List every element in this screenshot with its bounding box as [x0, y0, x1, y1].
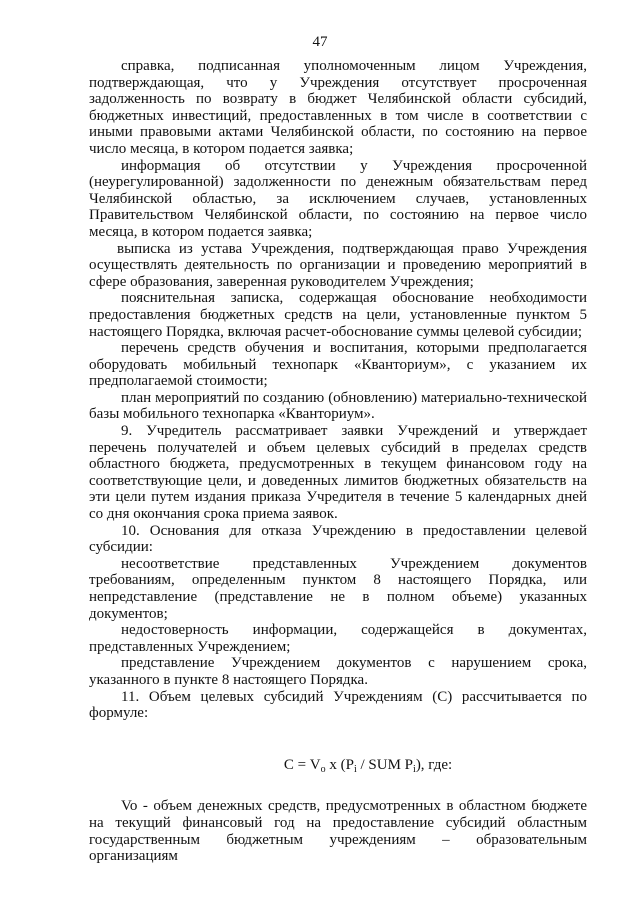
paragraph-item-9: 9. Учредитель рассматривает заявки Учреждений и утверждает перечень получателей и объем целевых субсидий в пределах средств областного бюджета, предусмотренных в текущем финансовом году на соответствующие цели, и доведенных лимитов бюджетных обязательств на эти цели путем издания приказа Учредителя в течение 5 календарных дней со дня окончания срока приема заявок.: [89, 423, 587, 523]
page-number: 47: [312, 34, 328, 50]
paragraph-vo-definition: Vo - объем денежных средств, предусмотренных в областном бюджете на текущий финансовый год на предоставление субсидий областным государственным бюджетным учреждениям – образовательным организациям: [89, 798, 587, 865]
formula-v-subscript: o: [320, 763, 326, 775]
paragraph-item-10: 10. Основания для отказа Учреждению в предоставлении целевой субсидии:: [89, 522, 587, 556]
paragraph-action-plan: план мероприятий по созданию (обновлению) материально-технической базы мобильного технопарка «Кванториум».: [89, 389, 587, 423]
paragraph-debt-info: информация об отсутствии у Учреждения просроченной (неурегулированной) задолженности по денежным обязательствам перед Челябинской областью, за исключением случаев, установленных Правительством Челябинской области, по состоянию на первое число месяца, в котором подается заявка;: [89, 157, 587, 240]
subsidy-formula: [89, 757, 587, 774]
paragraph-equipment-list: перечень средств обучения и воспитания, которыми предполагается оборудовать мобильный технопарк «Кванториум», с указанием их предполагаемой стоимости;: [89, 340, 587, 390]
paragraph-refusal-late: представление Учреждением документов с нарушением срока, указанного в пункте 8 настоящего Порядка.: [89, 655, 587, 688]
document-body: [89, 58, 587, 865]
formula-lhs: С = V: [283, 756, 321, 773]
formula-end: ), где:: [415, 756, 453, 773]
formula-p2-subscript: i: [413, 763, 416, 775]
paragraph-explanatory-note: пояснительная записка, содержащая обоснование необходимости предоставления бюджетных средств на цели, установленные пунктом 5 настоящего Порядка, включая расчет-обоснование суммы целевой субсидии;: [89, 290, 587, 340]
formula-tail: / SUM P: [356, 756, 414, 773]
paragraph-certificate: справка, подписанная уполномоченным лицом Учреждения, подтверждающая, что у Учреждения отсутствует просроченная задолженность по возврату в бюджет Челябинской области субсидий, бюджетных инвестиций, предоставленных в том числе в соответствии с иными правовыми актами Челябинской области, по состоянию на первое число месяца, в котором подается заявка;: [89, 58, 587, 157]
formula-mid: x (P: [325, 756, 354, 773]
paragraph-charter-extract: выписка из устава Учреждения, подтверждающая право Учреждения осуществлять деятельность по организации и проведению мероприятий в сфере образования, заверенная руководителем Учреждения;: [89, 240, 587, 290]
formula-p-subscript: i: [353, 763, 357, 775]
paragraph-refusal-mismatch: несоответствие представленных Учреждением документов требованиям, определенным пунктом 8 настоящего Порядка, или непредставление (представление не в полном объеме) указанных документов;: [89, 555, 587, 622]
paragraph-item-11: 11. Объем целевых субсидий Учреждениям (С) рассчитывается по формуле:: [89, 688, 587, 722]
paragraph-refusal-unreliable: недостоверность информации, содержащейся в документах, представленных Учреждением;: [89, 622, 587, 655]
